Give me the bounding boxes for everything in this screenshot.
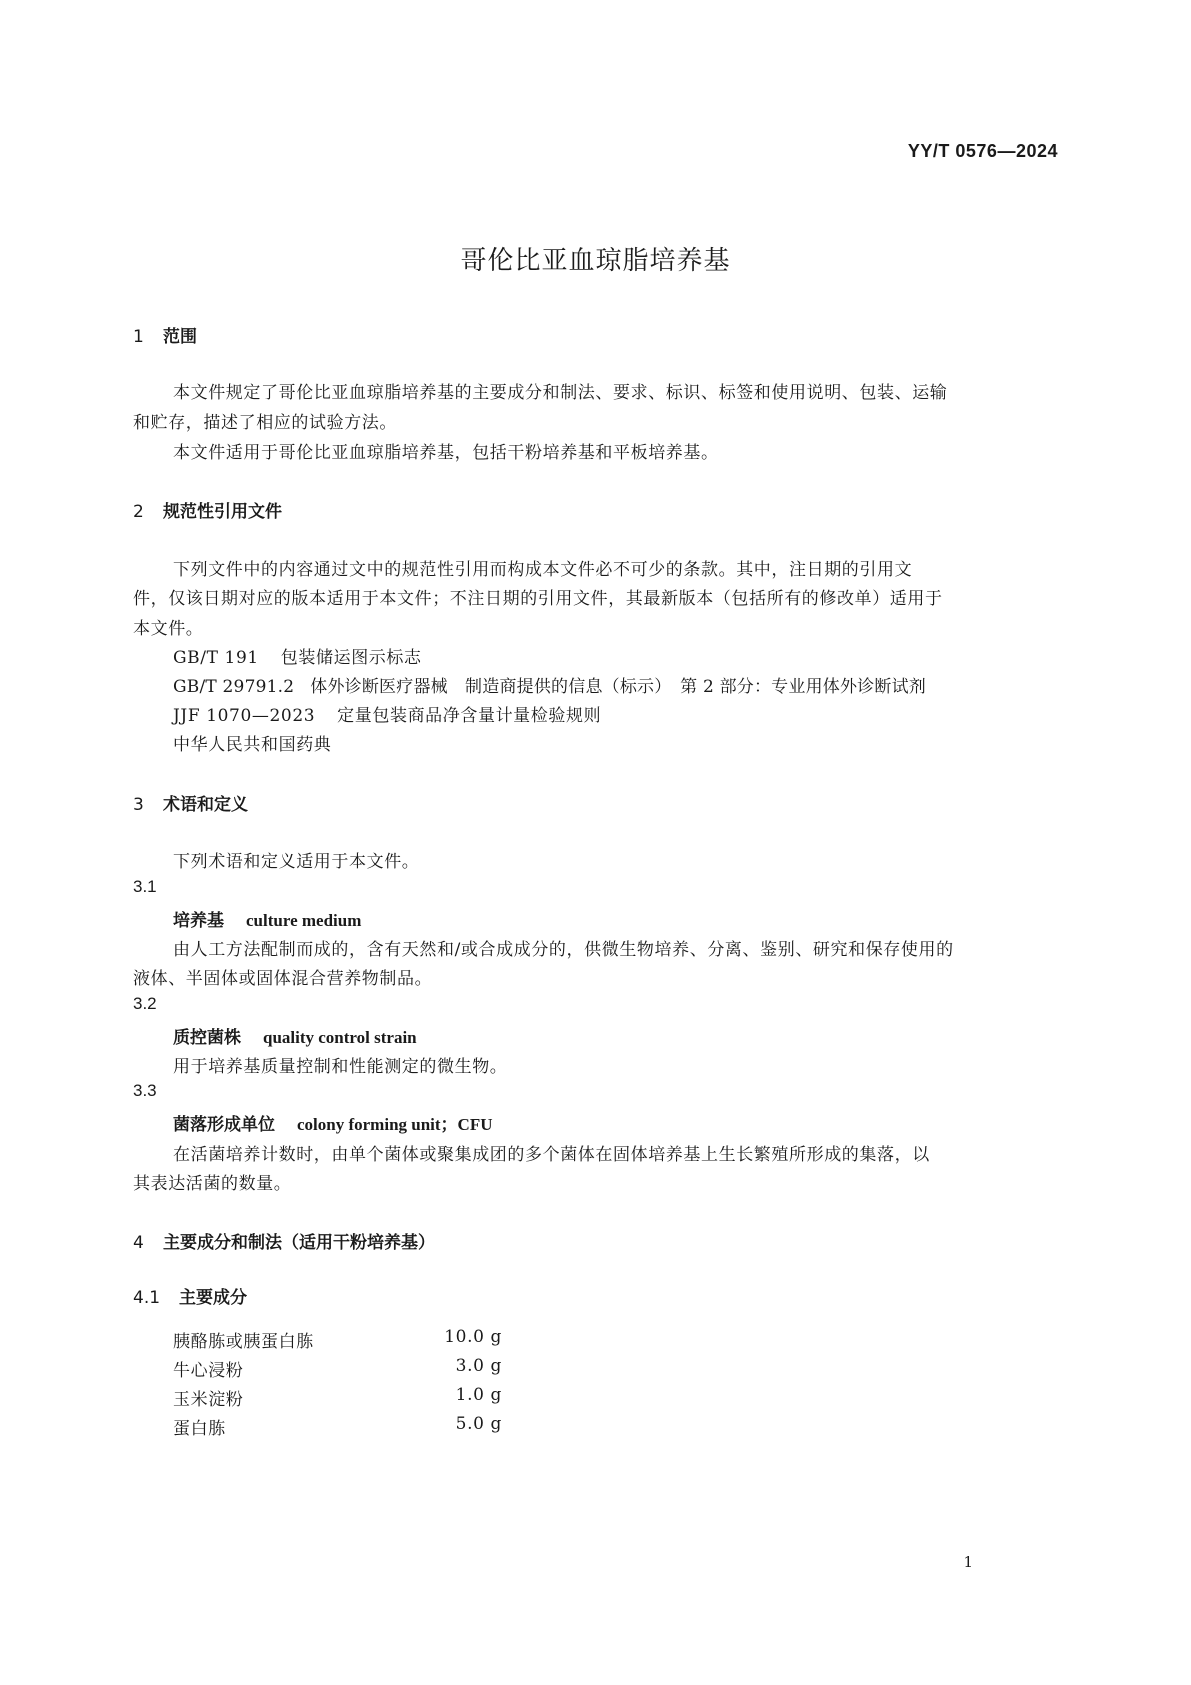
normative-reference xyxy=(173,672,926,697)
term-en: colony forming unit；CFU xyxy=(297,1115,493,1134)
term-number: 3.1 xyxy=(133,877,157,896)
reference-code: JJF 1070—2023 xyxy=(173,706,316,726)
subsection-title: 主要成分 xyxy=(179,1288,247,1308)
ingredient-name: 玉米淀粉 xyxy=(173,1390,244,1410)
ingredient-amount: 10.0 g xyxy=(444,1327,502,1347)
term-entry xyxy=(173,1023,417,1048)
term-zh: 菌落形成单位 xyxy=(173,1115,275,1135)
term-definition-line: 用于培养基质量控制和性能测定的微生物。 xyxy=(173,1057,508,1077)
reference-title: 体外诊断医疗器械 制造商提供的信息（标示） 第 2 部分：专业用体外诊断试剂 xyxy=(310,677,926,697)
term-definition-line: 其表达活菌的数量。 xyxy=(133,1174,292,1194)
page-number: 1 xyxy=(963,1553,973,1571)
subsection-number: 4.1 xyxy=(133,1288,161,1308)
reference-title: 定量包装商品净含量计量检验规则 xyxy=(337,706,602,726)
term-number: 3.2 xyxy=(133,994,157,1013)
term-zh: 培养基 xyxy=(173,911,224,931)
ingredient-amount: 1.0 g xyxy=(455,1385,502,1405)
section-number: 1 xyxy=(133,327,144,347)
term-entry xyxy=(173,1110,493,1135)
section-2-heading xyxy=(133,497,282,522)
section-number: 2 xyxy=(133,502,144,522)
subsection-4-1-heading xyxy=(133,1283,247,1308)
ingredient-name: 牛心浸粉 xyxy=(173,1361,244,1381)
term-definition-line: 在活菌培养计数时，由单个菌体或聚集成团的多个菌体在固体培养基上生长繁殖所形成的集落，以 xyxy=(173,1145,930,1165)
section-title: 范围 xyxy=(163,327,197,347)
section-number: 4 xyxy=(133,1233,144,1253)
section-1-heading xyxy=(133,322,197,347)
reference-title: 包装储运图示标志 xyxy=(280,648,422,668)
term-definition-line: 由人工方法配制而成的，含有天然和/或合成成分的，供微生物培养、分离、鉴别、研究和保存使用的 xyxy=(173,940,954,960)
paragraph-line: 本文件。 xyxy=(133,619,204,639)
section-number: 3 xyxy=(133,795,144,815)
term-number: 3.3 xyxy=(133,1081,157,1100)
paragraph-line: 下列文件中的内容通过文中的规范性引用而构成本文件必不可少的条款。其中，注日期的引用文 xyxy=(173,560,913,580)
document-number: YY/T 0576—2024 xyxy=(907,141,1058,161)
term-en: quality control strain xyxy=(263,1028,417,1047)
term-en: culture medium xyxy=(246,911,362,930)
document-title: 哥伦比亚血琼脂培养基 xyxy=(460,246,731,276)
normative-reference xyxy=(173,643,422,668)
reference-code: GB/T 191 xyxy=(173,648,259,668)
section-title: 主要成分和制法（适用干粉培养基） xyxy=(163,1233,435,1253)
ingredient-amount: 5.0 g xyxy=(455,1414,502,1434)
term-definition-line: 液体、半固体或固体混合营养物制品。 xyxy=(133,969,433,989)
normative-reference xyxy=(173,701,601,726)
normative-reference xyxy=(173,730,331,755)
section-3-heading xyxy=(133,790,248,815)
reference-code: GB/T 29791.2 xyxy=(173,677,295,697)
paragraph-line: 件，仅该日期对应的版本适用于本文件；不注日期的引用文件，其最新版本（包括所有的修改单）适用于 xyxy=(133,589,943,609)
paragraph-line: 本文件适用于哥伦比亚血琼脂培养基，包括干粉培养基和平板培养基。 xyxy=(173,443,719,463)
section-4-heading xyxy=(133,1228,435,1253)
ingredient-name: 胰酪胨或胰蛋白胨 xyxy=(173,1332,314,1352)
paragraph-line: 本文件规定了哥伦比亚血琼脂培养基的主要成分和制法、要求、标识、标签和使用说明、包装、运输 xyxy=(173,383,948,403)
ingredient-amount: 3.0 g xyxy=(455,1356,502,1376)
paragraph-line: 和贮存，描述了相应的试验方法。 xyxy=(133,413,397,433)
reference-title: 中华人民共和国药典 xyxy=(173,735,332,755)
term-zh: 质控菌株 xyxy=(173,1028,241,1048)
ingredient-name: 蛋白胨 xyxy=(173,1419,226,1439)
section-title: 术语和定义 xyxy=(163,795,248,815)
term-entry xyxy=(173,906,361,931)
paragraph-line: 下列术语和定义适用于本文件。 xyxy=(173,852,420,872)
section-title: 规范性引用文件 xyxy=(163,502,282,522)
